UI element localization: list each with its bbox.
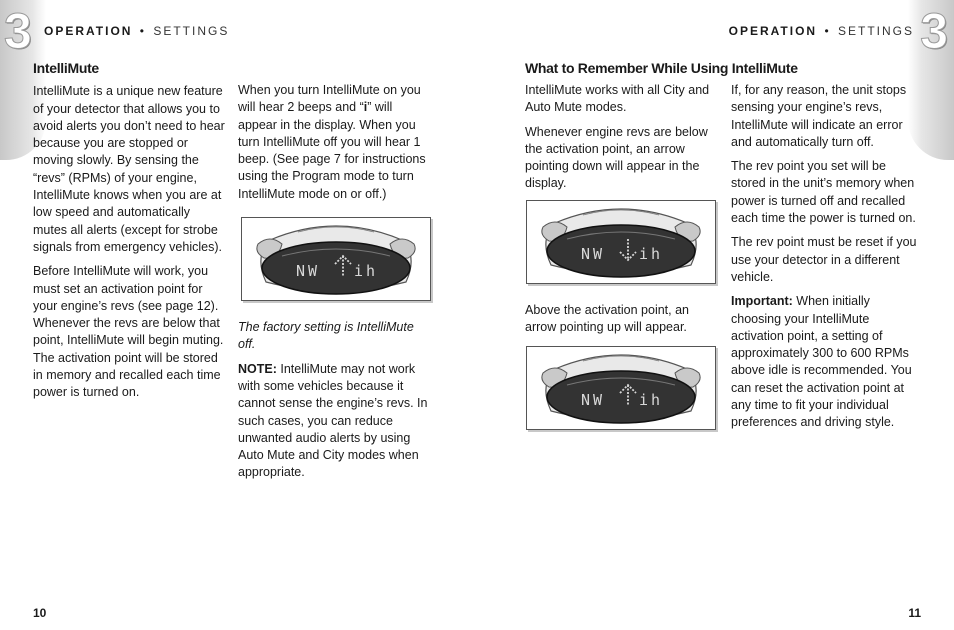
running-head <box>729 24 914 38</box>
running-head-section: OPERATION <box>728 24 818 38</box>
left-column-2 <box>238 82 430 489</box>
display-readout-left: NW <box>581 244 606 263</box>
intellimute-heading: IntelliMute <box>33 60 99 76</box>
running-head-section: OPERATION <box>44 24 133 38</box>
turn-on-paragraph <box>238 82 430 203</box>
display-readout-right: ih <box>354 262 379 281</box>
intellimute-intro-paragraph: IntelliMute is a unique new feature of your detector that allows you to avoid alerts you don’t need to hear because you are stopped or moving slowly. By sensing the “revs” (RPMs) of your engine, IntelliMute knows when you are at low speed and automatically mutes all alerts (except for strobe signals from emergency vehicles). <box>33 84 225 254</box>
right-column-2 <box>731 82 923 439</box>
activation-point-paragraph: Before IntelliMute will work, you must set an activation point for your engine’s revs (see page 12). Whenever the revs are below that point, IntelliMute will begin muting. The activation point will be stored in memory and recalled each time power is turned on. <box>33 264 224 400</box>
memory-paragraph: The rev point you set will be stored in the unit’s memory when power is turned off and recalled each time the power is turned on. <box>731 159 916 226</box>
running-head-subsection: SETTINGS <box>837 24 914 38</box>
page-number-left: 10 <box>33 606 47 620</box>
display-readout-left: NW <box>296 262 321 281</box>
chapter-number: 3 <box>920 3 948 59</box>
factory-setting-caption: The factory setting is IntelliMute off. <box>238 320 414 352</box>
reset-paragraph: The rev point must be reset if you use your detector in a different vehicle. <box>731 235 917 284</box>
turn-on-text-b: ” will appear in the display. When you turn IntelliMute off you will hear 1 beep. (See page 7 for instructions using the Program mode to turn IntelliMute mode on or off.) <box>238 100 426 201</box>
display-illustration-arrow-down <box>526 200 716 284</box>
note-paragraph <box>238 361 430 482</box>
note-label: NOTE: <box>238 361 277 376</box>
arrow-down-paragraph: Whenever engine revs are below the activation point, an arrow pointing down will appear in the display. <box>525 124 708 191</box>
display-svg <box>527 347 715 429</box>
display-screen <box>262 242 410 294</box>
chapter-number: 3 <box>4 3 32 59</box>
intellimute-symbol: i <box>363 100 368 115</box>
display-readout-right: ih <box>639 244 664 263</box>
running-head-bullet: • <box>824 24 831 38</box>
right-column-1 <box>525 82 717 430</box>
display-readout-right: ih <box>639 391 664 410</box>
right-page <box>477 0 954 630</box>
left-column-1 <box>33 60 225 409</box>
important-label: Important: <box>731 294 793 309</box>
note-text: IntelliMute may not work with some vehicles because it cannot sense the engine’s revs. In such cases, you can reduce unwanted audio alerts by using Auto Mute and City modes when appropriate. <box>238 361 428 480</box>
error-paragraph: If, for any reason, the unit stops sensing your engine’s revs, IntelliMute will indicate an error and automatically turn off. <box>731 83 907 149</box>
turn-on-text-a: When you turn IntelliMute on you will hear 2 beeps and “ <box>238 83 421 115</box>
remember-heading: What to Remember While Using IntelliMute <box>525 60 798 76</box>
running-head-subsection: SETTINGS <box>153 24 230 38</box>
running-head-bullet: • <box>139 24 146 38</box>
display-svg <box>527 201 715 283</box>
display-screen <box>547 371 695 423</box>
display-screen <box>547 225 695 277</box>
display-svg <box>242 218 430 300</box>
display-illustration-arrow-up <box>526 346 716 430</box>
running-head <box>44 24 229 38</box>
important-text: When initially choosing your IntelliMute activation point, a setting of approximately 300 to 600 RPMs above idle is recommended. You can reset the activation point at any time to fit your individual preferences and driving style. <box>731 294 912 430</box>
display-illustration <box>241 217 431 301</box>
modes-paragraph: IntelliMute works with all City and Auto Mute modes. <box>525 83 710 115</box>
remember-heading-wrap <box>525 60 845 82</box>
important-paragraph <box>731 293 923 431</box>
display-readout-left: NW <box>581 391 606 410</box>
arrow-up-paragraph: Above the activation point, an arrow pointing up will appear. <box>525 302 690 335</box>
page-number-right: 11 <box>908 606 921 620</box>
